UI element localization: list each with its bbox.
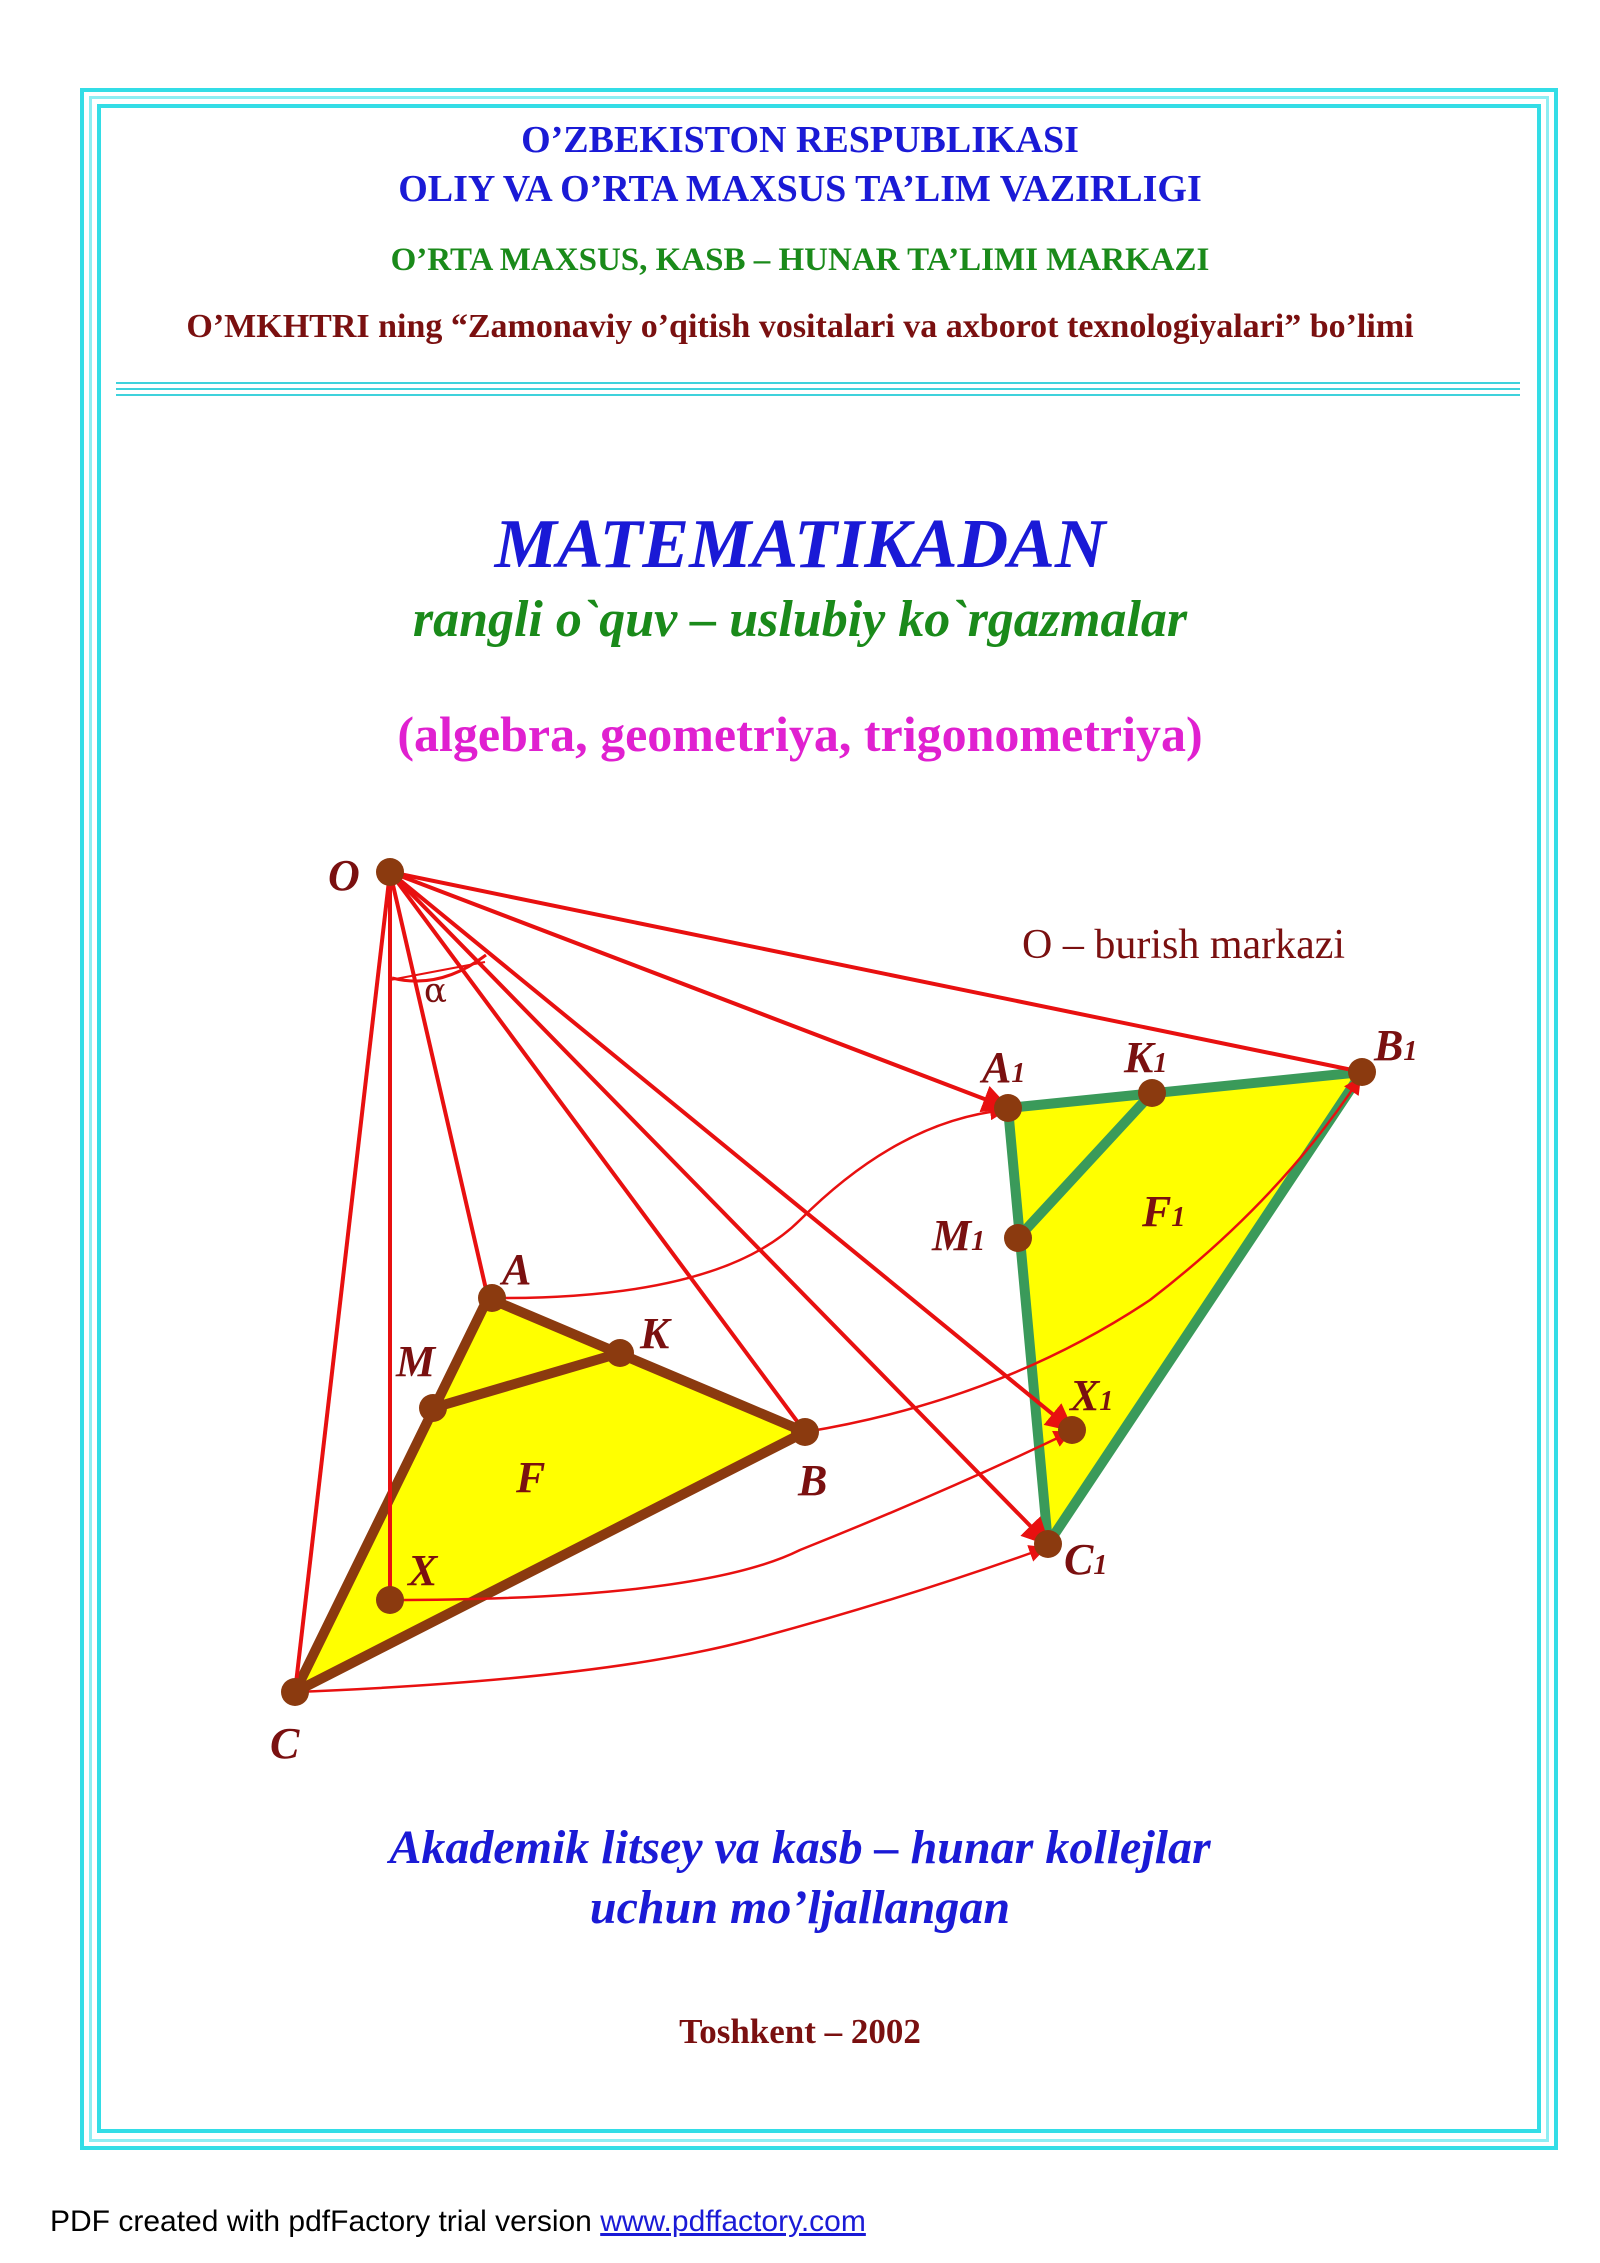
label-F1: F1 [1142, 1187, 1186, 1236]
header-ministry: OLIY VA O’RTA MAXSUS TA’LIM VAZIRLIGI [398, 168, 1202, 210]
point-C1 [1034, 1530, 1062, 1558]
label-X1: X1 [1070, 1371, 1114, 1420]
point-X1 [1058, 1416, 1086, 1444]
point-M [419, 1394, 447, 1422]
main-title: MATEMATIKADAN [494, 506, 1106, 583]
point-X [376, 1586, 404, 1614]
point-M1 [1004, 1224, 1032, 1252]
label-A: A [502, 1245, 532, 1294]
label-C1: C1 [1064, 1535, 1108, 1584]
label-O: O [328, 851, 360, 900]
label-A1: A1 [982, 1043, 1026, 1092]
label-K1: K1 [1124, 1033, 1168, 1082]
footer-link[interactable]: www.pdffactory.com [600, 2205, 866, 2238]
label-C: C [270, 1719, 300, 1768]
pdf-footer [50, 2205, 866, 2239]
point-K1 [1138, 1079, 1166, 1107]
label-F: F [516, 1453, 546, 1502]
point-A1 [994, 1094, 1022, 1122]
label-K: K [640, 1309, 670, 1358]
point-K [606, 1339, 634, 1367]
point-B1 [1348, 1058, 1376, 1086]
label-alpha: α [424, 971, 447, 1011]
audience-line-1: Akademik litsey va kasb – hunar kollejlar [389, 1821, 1211, 1874]
footer-text: PDF created with pdfFactory trial version [50, 2205, 601, 2238]
city-year: Toshkent – 2002 [679, 2012, 921, 2051]
triangle-F [295, 1298, 805, 1692]
label-B1: B1 [1374, 1021, 1418, 1070]
label-X: X [408, 1546, 438, 1595]
subtitle: rangli o`quv – uslubiy ko`rgazmalar [412, 591, 1188, 648]
label-M1: M1 [932, 1211, 986, 1260]
header-republic: O’ZBEKISTON RESPUBLIKASI [521, 119, 1079, 161]
header-center: O’RTA MAXSUS, KASB – HUNAR TA’LIMI MARKAZI [390, 242, 1210, 278]
topics-line: (algebra, geometriya, trigonometriya) [397, 706, 1203, 762]
point-C [281, 1678, 309, 1706]
label-B: B [798, 1456, 828, 1505]
label-M: M [396, 1337, 436, 1386]
triangle-F1 [1008, 1072, 1362, 1544]
audience-line-2: uchun mo’ljallangan [589, 1881, 1011, 1934]
point-B [791, 1418, 819, 1446]
point-O [376, 858, 404, 886]
figure-caption: O – burish markazi [1022, 922, 1346, 968]
header-department: O’MKHTRI ning “Zamonaviy o’qitish vositalari va axborot texnologiyalari” bo’limi [186, 308, 1414, 345]
